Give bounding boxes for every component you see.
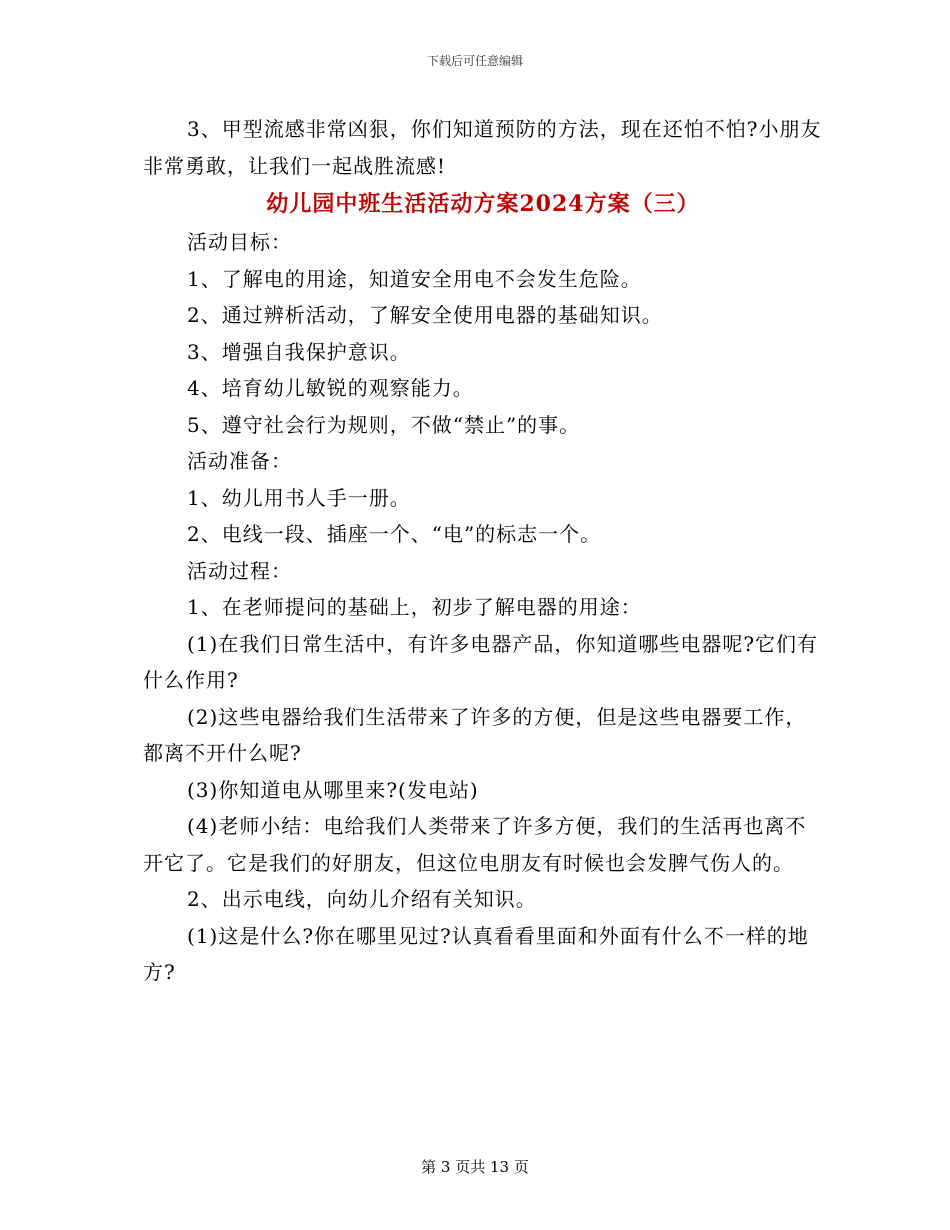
paragraph: 1、在老师提问的基础上，初步了解电器的用途：: [187, 595, 642, 619]
document-body: [143, 111, 823, 991]
paragraph: 活动准备：: [187, 449, 292, 473]
paragraph: 5、遵守社会行为规则，不做“禁止”的事。: [187, 412, 581, 437]
page-header: 下载后可任意编辑: [426, 54, 523, 68]
paragraph: (4)老师小结：电给我们人类带来了许多方便，我们的生活再也离不开它了。它是我们的好朋友，但这位电朋友有时候也会发脾气伤人的。: [143, 814, 807, 875]
paragraph: 1、了解电的用途，知道安全用电不会发生危险。: [187, 266, 642, 291]
paragraph: 3、增强自我保护意识。: [187, 339, 411, 364]
paragraph: 活动目标：: [187, 230, 292, 254]
paragraph: (3)你知道电从哪里来?(发电站): [187, 777, 479, 802]
paragraph: (1)在我们日常生活中，有许多电器产品，你知道哪些电器呢?它们有什么作用?: [143, 631, 819, 692]
paragraph: 活动过程：: [187, 558, 292, 583]
page-footer: 第 3 页共 13 页: [421, 1158, 529, 1176]
paragraph: 4、培育幼儿敏锐的观察能力。: [187, 376, 474, 400]
section-title: 幼儿园中班生活活动方案2024方案（三）: [266, 191, 700, 217]
paragraph: 2、电线一段、插座一个、“电”的标志一个。: [187, 522, 602, 546]
paragraph: 3、甲型流感非常凶狠，你们知道预防的方法，现在还怕不怕?小朋友非常勇敢，让我们一起战胜流感!: [143, 117, 822, 178]
paragraph: 1、幼儿用书人手一册。: [187, 485, 411, 510]
paragraph: 2、通过辨析活动，了解安全使用电器的基础知识。: [187, 303, 663, 327]
paragraph: (1)这是什么?你在哪里见过?认真看看里面和外面有什么不一样的地方?: [143, 923, 809, 984]
paragraph: (2)这些电器给我们生活带来了许多的方便，但是这些电器要工作，都离不开什么呢?: [143, 704, 807, 765]
paragraph: 2、出示电线，向幼儿介绍有关知识。: [187, 887, 537, 911]
